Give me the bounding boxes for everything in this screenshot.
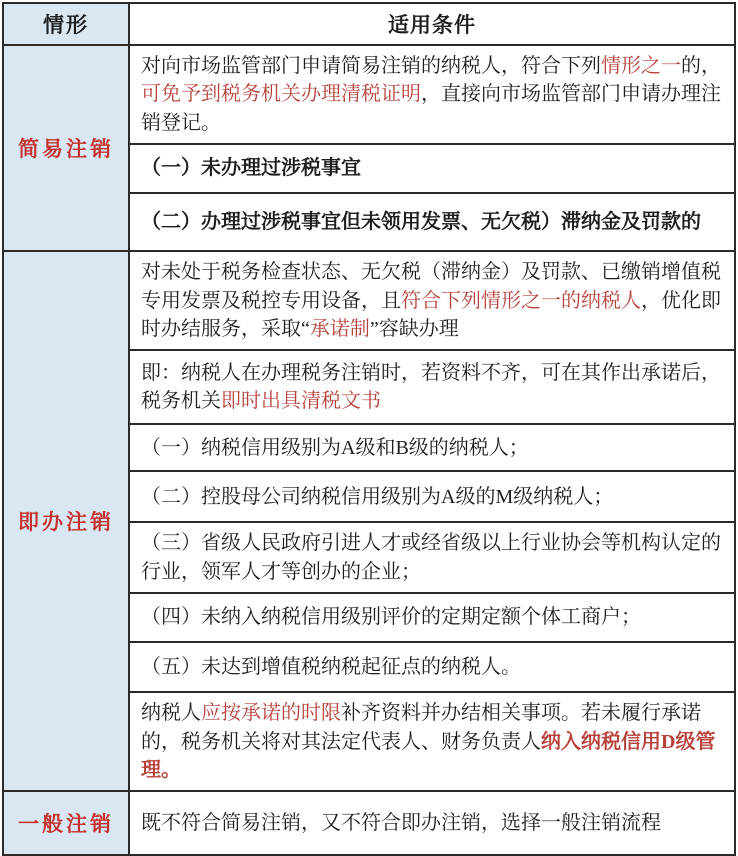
situation-label: 一般注销 [3, 791, 129, 855]
table-body [3, 45, 735, 855]
highlighted-text: 即时出具清税文书 [221, 390, 381, 413]
condition-text: 对向市场监管部门申请简易注销的纳税人，符合下列 [141, 55, 601, 77]
highlighted-text: 纳入纳税信用D级管理。 [141, 730, 716, 781]
header-conditions: 适用条件 [129, 3, 735, 45]
condition-text: （五）未达到增值税纳税起征点的纳税人。 [141, 655, 521, 678]
condition-text: （一）未办理过涉税事宜 [141, 157, 361, 180]
highlighted-text: 符合下列情形之一的纳税人 [401, 289, 641, 312]
header-row [3, 3, 735, 45]
condition-text: （二）控股母公司纳税信用级别为A级的M级纳税人； [141, 485, 614, 508]
condition-cell [129, 45, 735, 144]
table-row [3, 791, 735, 855]
condition-text: 补齐资料并办结相关事项。若未履行承诺的，税务机关将对其法定代表人、财务负责人 [141, 702, 701, 753]
condition-text: 既不符合简易注销，又不符合即办注销，选择一般注销流程 [141, 812, 661, 835]
situation-label: 即办注销 [3, 251, 129, 791]
condition-cell [129, 692, 735, 791]
condition-text: 的， [681, 55, 721, 77]
condition-cell [129, 791, 735, 855]
condition-cell [129, 424, 735, 471]
condition-cell [129, 350, 735, 424]
table-row [3, 45, 735, 144]
condition-cell [129, 471, 735, 522]
deregistration-conditions-table [2, 2, 736, 856]
condition-text: ”容缺办理 [369, 317, 459, 340]
condition-text: （三）省级人民政府引进人才或经省级以上行业协会等机构认定的行业，领军人才等创办的企业； [141, 532, 721, 583]
condition-text: 纳税人 [141, 702, 201, 725]
condition-text: （二）办理过涉税事宜但未领用发票、无欠税）滞纳金及罚款的 [141, 210, 701, 233]
condition-text: 对未处于税务检查状态、无欠税（滞纳金）及罚款、已缴销增值税专用发票及税控专用设备，且 [141, 261, 721, 312]
highlighted-text: 承诺制 [309, 317, 370, 340]
condition-cell [129, 593, 735, 642]
condition-cell [129, 642, 735, 692]
condition-cell [129, 251, 735, 350]
condition-text: ，直接向市场监管部门申请办理注销登记。 [141, 83, 721, 134]
condition-text: 即：纳税人在办理税务注销时，若资料不齐，可在其作出承诺后，税务机关 [141, 361, 721, 413]
highlighted-text: 可免予到税务机关办理清税证明 [141, 83, 421, 106]
condition-cell [129, 193, 735, 251]
condition-text: （一）纳税信用级别为A级和B级的纳税人； [141, 436, 529, 459]
header-situation: 情形 [3, 3, 129, 45]
condition-cell [129, 144, 735, 193]
condition-text: （四）未纳入纳税信用级别评价的定期定额个体工商户； [141, 606, 641, 629]
table-row [3, 251, 735, 350]
highlighted-text: 情形之一 [601, 55, 681, 77]
condition-text: ，优化即时办结服务，采取“ [141, 289, 721, 340]
condition-cell [129, 522, 735, 593]
situation-label: 简易注销 [3, 45, 129, 251]
highlighted-text: 应按承诺的时限 [201, 702, 341, 725]
